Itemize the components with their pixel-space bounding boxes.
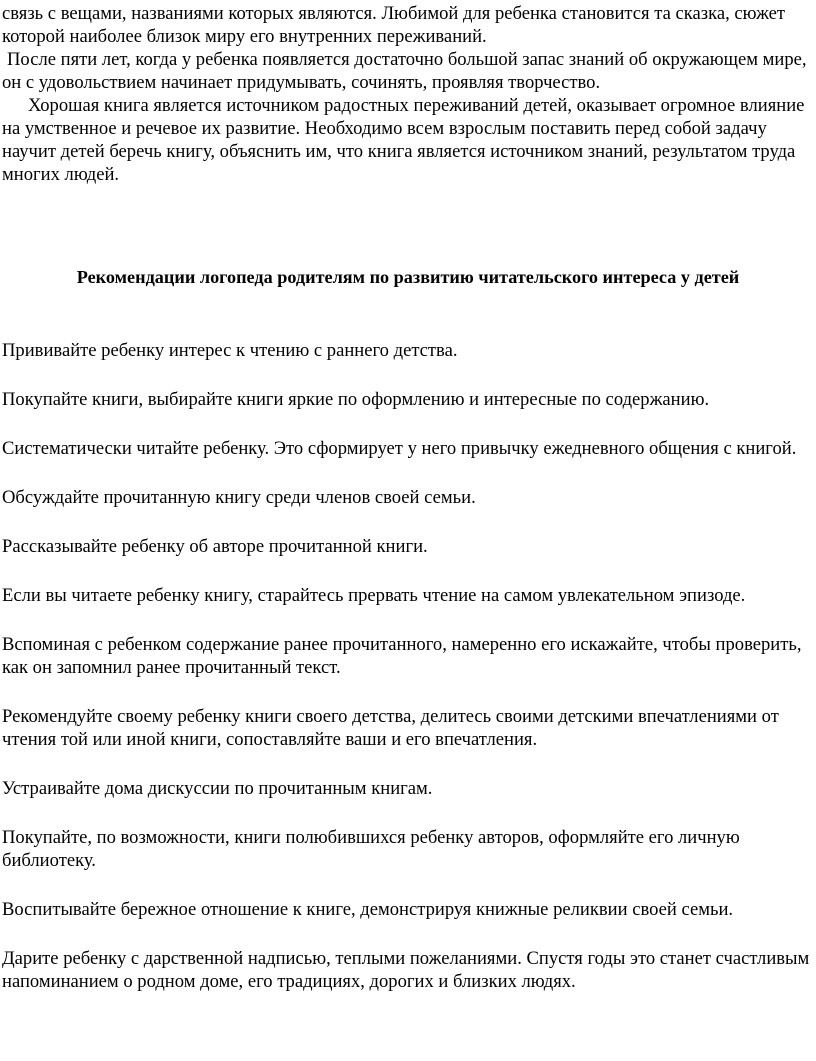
intro-paragraph-2: После пяти лет, когда у ребенка появляется достаточно большой запас знаний об окружающем мире, он с удовольствием начинает придумывать, сочинять, проявляя творчество. xyxy=(2,49,807,93)
intro-paragraph-1: связь с вещами, названиями которых являются. Любимой для ребенка становится та сказка, сюжет которой наиболее близок миру его внутренних переживаний. xyxy=(2,3,786,47)
recommendation-item: Рекомендуйте своему ребенку книги своего детства, делитесь своими детскими впечатлениями от чтения той или иной книги, сопоставляйте ваши и его впечатления. xyxy=(2,706,779,750)
recommendation-item: Дарите ребенку с дарственной надписью, теплыми пожеланиями. Спустя годы это станет счастливым напоминанием о родном доме, его традициях, дорогих и близких людях. xyxy=(2,948,810,992)
recommendation-item: Систематически читайте ребенку. Это сформирует у него привычку ежедневного общения с книгой. xyxy=(2,438,797,459)
recommendation-item: Прививайте ребенку интерес к чтению с раннего детства. xyxy=(2,340,458,361)
recommendation-item: Если вы читаете ребенку книгу, старайтесь прервать чтение на самом увлекательном эпизоде. xyxy=(2,585,746,606)
recommendation-item: Рассказывайте ребенку об авторе прочитанной книги. xyxy=(2,536,428,557)
recommendations-list xyxy=(2,339,814,1019)
recommendation-item: Обсуждайте прочитанную книгу среди членов своей семьи. xyxy=(2,487,476,508)
recommendation-item: Вспоминая с ребенком содержание ранее прочитанного, намеренно его искажайте, чтобы проверить, как он запомнил ранее прочитанный текст. xyxy=(2,634,802,678)
recommendation-item: Покупайте книги, выбирайте книги яркие по оформлению и интересные по содержанию. xyxy=(2,389,710,410)
section-heading: Рекомендации логопеда родителям по развитию читательского интереса у детей xyxy=(76,267,740,287)
recommendation-item: Покупайте, по возможности, книги полюбившихся ребенку авторов, оформляйте его личную библиотеку. xyxy=(2,827,740,871)
recommendation-item: Воспитывайте бережное отношение к книге, демонстрируя книжные реликвии своей семьи. xyxy=(2,899,734,920)
intro-paragraph-3: Хорошая книга является источником радостных переживаний детей, оказывает огромное влияние на умственное и речевое их развитие. Необходимо всем взрослым поставить перед собой задачу научит детей беречь книгу, объяснить им, что книга является источником знаний, результатом труда многих людей. xyxy=(2,95,805,185)
recommendation-item: Устраивайте дома дискуссии по прочитанным книгам. xyxy=(2,778,433,799)
intro-text xyxy=(2,2,814,186)
